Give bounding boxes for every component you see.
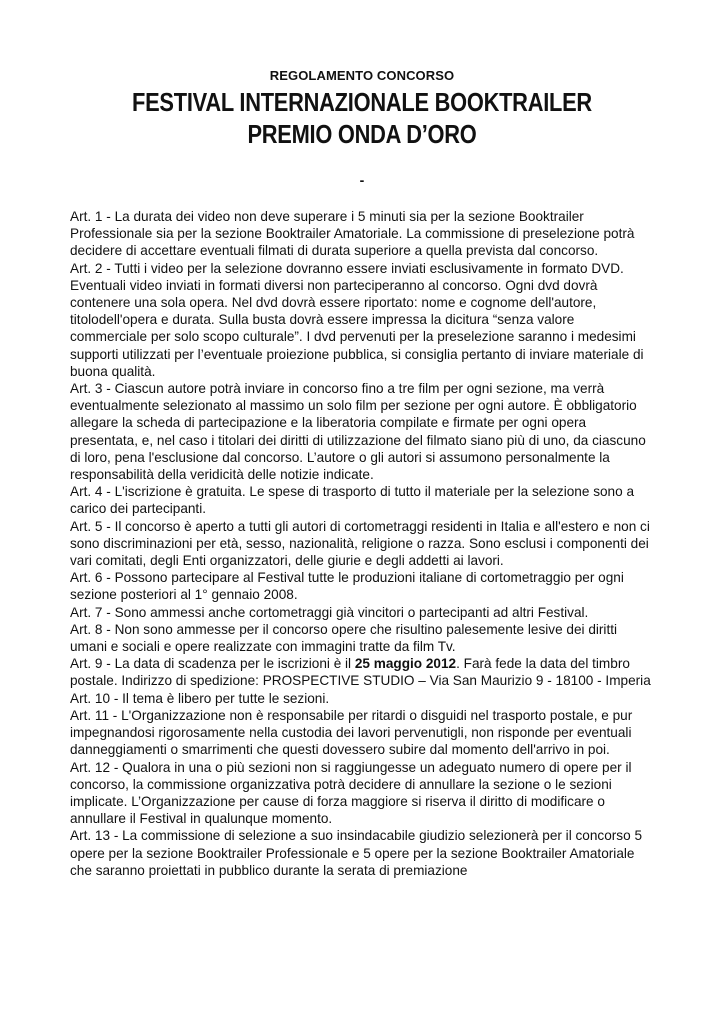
article-3: Art. 3 - Ciascun autore potrà inviare in concorso fino a tre film per ogni sezione, ma verrà eventualmente selezionato al massimo un solo film per sezione per ogni autore. È obbligatorio allegare la scheda di partecipazione e la liberatoria compilate e firmate per ogni opera presentata, e, nel caso i titolari dei diritti di utilizzazione del filmato siano più di uno, da ciascuno di loro, pena l'esclusione dal concorso. L’autore o gli autori si assumono personalmente la responsabilità della veridicità delle notizie indicate. bbox=[70, 381, 646, 483]
document-subtitle: REGOLAMENTO CONCORSO bbox=[269, 68, 455, 83]
article-10: Art. 10 - Il tema è libero per tutte le sezioni. bbox=[70, 690, 330, 706]
article-13: Art. 13 - La commissione di selezione a suo insindacabile giudizio selezionerà per il concorso 5 opere per la sezione Booktrailer Professionale e 5 opere per la sezione Booktrailer Amatoriale che saranno proiettati in pubblico durante la serata di premiazione bbox=[70, 828, 642, 878]
article-8: Art. 8 - Non sono ammesse per il concorso opere che risultino palesemente lesive dei diritti umani e sociali e opere realizzate con immagini tratte da film Tv. bbox=[70, 621, 618, 655]
article-6: Art. 6 - Possono partecipare al Festival tutte le produzioni italiane di cortometraggio per ogni sezione posteriori al 1° gennaio 2008. bbox=[70, 570, 624, 603]
article-1: Art. 1 - La durata dei video non deve superare i 5 minuti sia per la sezione Booktrailer Professionale sia per la sezione Booktrailer Amatoriale. La commissione di preselezione potrà decidere di accettare eventuali filmati di durata superiore a quella prevista dal concorso. bbox=[70, 209, 635, 259]
article-7: Art. 7 - Sono ammessi anche cortometraggi già vincitori o partecipanti ad altri Festival. bbox=[70, 604, 589, 620]
article-11: Art. 11 - L'Organizzazione non è responsabile per ritardi o disguidi nel trasporto postale, e pur impegnandosi rigorosamente nella custodia dei lavori pervenutigli, non risponde per eventuali danneggiamenti o smarrimenti che questi dovessero subire dal momento dell'arrivo in poi. bbox=[70, 707, 633, 758]
rules-body bbox=[70, 208, 654, 879]
title-line-2: PREMIO ONDA D’ORO bbox=[247, 119, 477, 149]
article-4: Art. 4 - L'iscrizione è gratuita. Le spese di trasporto di tutto il materiale per la selezione sono a carico dei partecipanti. bbox=[70, 484, 635, 517]
article-2: Art. 2 - Tutti i video per la selezione dovranno essere inviati esclusivamente in formato DVD. bbox=[70, 260, 624, 276]
article-2-continued: Eventuali video inviati in formati diversi non parteciperanno al concorso. Ogni dvd dovrà contenere una sola opera. Nel dvd dovrà essere riportato: nome e cognome dell'autore, titolodell'opera e durata. Sulla busta dovrà essere impressa la dicitura “senza valore commerciale per solo scopo culturale”. I dvd pervenuti per la preselezione saranno i medesimi supporti utilizzati per l’eventuale proiezione pubblica, si consiglia pertanto di inviare materiale di buona qualità. bbox=[70, 277, 644, 379]
article-9-text-end: . Farà fede la data del timbro postale. Indirizzo di spedizione: PROSPECTIVE STUDIO – Via San Maurizio 9 - 18100 - Imperia bbox=[70, 656, 651, 689]
article-5: Art. 5 - Il concorso è aperto a tutti gli autori di cortometraggi residenti in Italia e all'estero e non ci sono discriminazioni per età, sesso, nazionalità, religione o razza. Sono esclusi i componenti dei vari comitati, degli Enti organizzatori, delle giurie e degli addetti ai lavori. bbox=[70, 518, 650, 569]
article-9 bbox=[70, 655, 654, 689]
article-9-text-start: Art. 9 - La data di scadenza per le iscrizioni è il bbox=[70, 656, 355, 672]
document-title bbox=[58, 86, 666, 150]
article-12: Art. 12 - Qualora in una o più sezioni non si raggiungesse un adeguato numero di opere per il concorso, la commissione organizzativa potrà decidere di annullare la sezione o le sezioni implicate. L’Organizzazione per cause di forza maggiore si riserva il diritto di modificare o annullare il Festival in qualunque momento. bbox=[70, 759, 632, 827]
separator-dash: - bbox=[359, 172, 365, 188]
title-line-1: FESTIVAL INTERNAZIONALE BOOKTRAILER bbox=[132, 87, 592, 117]
deadline-date: 25 maggio 2012 bbox=[354, 656, 457, 672]
